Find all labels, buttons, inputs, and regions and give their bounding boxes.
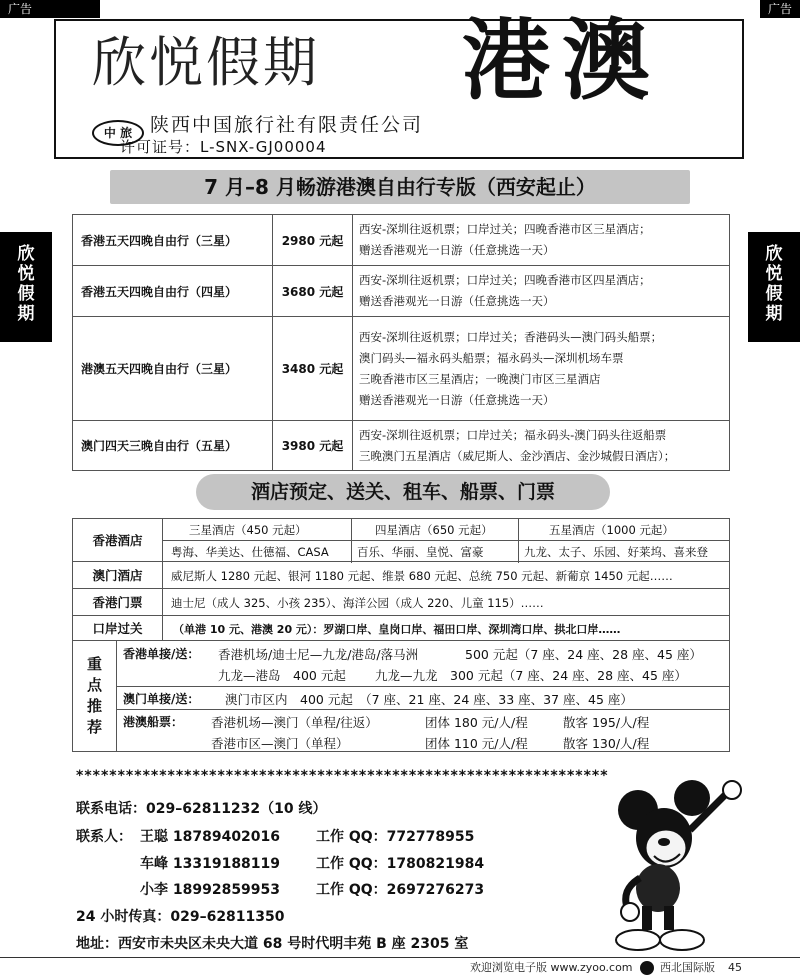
macau-transfer-label: 澳门单接/送： (123, 692, 200, 706)
hk-transfer-label: 香港单接/送： (123, 647, 200, 661)
ferry-group-price: 团体 180 元/人/程 (425, 715, 528, 730)
table-row (73, 215, 730, 266)
table-row (73, 266, 730, 317)
desc-line: 三晚香港市区三星酒店；一晚澳门市区三星酒店 (359, 371, 601, 386)
package-name: 香港五天四晚自由行（三星） (73, 215, 273, 266)
side-char: 期 (17, 304, 35, 324)
recommend-char: 推 (86, 697, 102, 715)
contact-fax: 24 小时传真：029–62811350 (76, 909, 285, 925)
side-char: 悦 (17, 264, 35, 284)
recommend-char: 重 (86, 655, 102, 673)
side-char: 欣 (765, 244, 783, 264)
hotel-4star-head: 四星酒店（650 元起） (375, 523, 493, 537)
hk-transfer-price: 九龙—九龙 300 元起（7 座、24 座、28 座、45 座） (375, 668, 687, 683)
desc-line: 西安-深圳往返机票；口岸过关；香港码头—澳门码头船票； (359, 329, 663, 344)
hotel-3star-names: 粤海、华美达、仕德福、CASA (171, 545, 329, 559)
side-tab-right (748, 232, 800, 342)
package-desc (353, 421, 730, 471)
hotel-5star-head: 五星酒店（1000 元起） (549, 523, 674, 537)
footer-logo-icon (640, 961, 654, 975)
contact-qq: 工作 QQ：1780821984 (316, 856, 485, 872)
ferry-single-price: 散客 130/人/程 (563, 736, 650, 751)
ad-label-left: 广告 (0, 0, 100, 18)
ferry-route: 香港机场—澳门（单程/往返） (211, 715, 378, 730)
package-desc (353, 317, 730, 421)
desc-line: 澳门码头—福永码头船票；福永码头—深圳机场车票 (359, 350, 624, 365)
contact-qq: 工作 QQ：772778955 (316, 829, 475, 845)
big-title: 港澳 (462, 8, 663, 112)
package-price: 2980 元起 (273, 215, 353, 266)
desc-line: 西安-深圳往返机票；口岸过关；四晚香港市区三星酒店； (359, 222, 651, 236)
page-number: 45 (728, 961, 742, 974)
side-tab-left (0, 232, 52, 342)
port-row (72, 615, 730, 641)
hk-hotel-row (72, 518, 730, 562)
contact-person: 车峰 13319188119 (140, 856, 281, 872)
hotel-3star-head: 三星酒店（450 元起） (189, 523, 307, 537)
license-number: 许可证号：L-SNX-GJ00004 (120, 138, 327, 156)
package-price: 3980 元起 (273, 421, 353, 471)
hotel-5star-names: 九龙、太子、乐园、好莱坞、喜来登 (524, 545, 708, 559)
ferry-label: 港澳船票： (123, 715, 184, 729)
package-table (72, 214, 730, 471)
side-char: 欣 (17, 244, 35, 264)
table-row (73, 317, 730, 421)
recommend-char: 点 (86, 676, 102, 694)
ferry-single-price: 散客 195/人/程 (563, 715, 650, 730)
macau-hotel-label: 澳门酒店 (73, 562, 163, 588)
contact-address: 地址：西安市未央区未央大道 68 号时代明丰苑 B 座 2305 室 (76, 936, 469, 952)
macau-transfer-text: 澳门市区内 400 元起 （7 座、21 座、24 座、33 座、37 座、45 座） (225, 692, 633, 707)
hk-ticket-label: 香港门票 (73, 589, 163, 615)
summer-banner: 7 月–8 月畅游港澳自由行专版（西安起止） (110, 170, 690, 204)
package-desc (353, 215, 730, 266)
footer-edition: 西北国际版 (660, 961, 715, 974)
desc-line: 赠送香港观光一日游（任意挑选一天） (359, 392, 555, 407)
hotel-4star-names: 百乐、华丽、皇悦、富豪 (357, 545, 484, 559)
recommend-block (72, 640, 730, 752)
ferry-route: 香港市区—澳门（单程） (211, 736, 349, 751)
table-row (73, 421, 730, 471)
recommend-label (73, 641, 117, 751)
port-label: 口岸过关 (73, 616, 163, 640)
hk-transfer-price: 500 元起（7 座、24 座、28 座、45 座） (465, 647, 702, 662)
package-name: 澳门四天三晚自由行（五星） (73, 421, 273, 471)
desc-line: 西安-深圳往返机票；口岸过关；四晚香港市区四星酒店； (359, 273, 651, 287)
contact-qq: 工作 QQ：2697276273 (316, 882, 485, 898)
macau-hotel-text: 威尼斯人 1280 元起、银河 1180 元起、维景 680 元起、总统 750 元起、新葡京 1450 元起…… (171, 569, 673, 583)
hk-ticket-row (72, 588, 730, 616)
package-name: 香港五天四晚自由行（四星） (73, 266, 273, 317)
mickey-mouse-icon (580, 780, 745, 955)
side-char: 悦 (765, 264, 783, 284)
services-banner: 酒店预定、送关、租车、船票、门票 (196, 474, 610, 510)
package-price: 3680 元起 (273, 266, 353, 317)
hk-hotel-label: 香港酒店 (73, 519, 163, 561)
package-price: 3480 元起 (273, 317, 353, 421)
side-char: 假 (17, 284, 35, 304)
desc-line: 三晚澳门五星酒店（威尼斯人、金沙酒店、金沙城假日酒店）； (359, 448, 676, 463)
recommend-char: 荐 (86, 718, 102, 736)
desc-line: 赠送香港观光一日游（任意挑选一天） (359, 294, 555, 308)
contact-person: 小李 18992859953 (140, 882, 281, 898)
port-text: （单港 10 元、港澳 20 元）：罗湖口岸、皇岗口岸、福田口岸、深圳湾口岸、拱北口岸…… (173, 623, 621, 636)
ad-label-right: 广告 (760, 0, 800, 18)
page-footer (0, 957, 800, 979)
contact-phone: 联系电话：029–62811232（10 线） (76, 801, 327, 817)
package-name: 港澳五天四晚自由行（三星） (73, 317, 273, 421)
contact-person: 王聪 18789402016 (140, 829, 281, 845)
macau-hotel-row (72, 561, 730, 589)
side-char: 假 (765, 284, 783, 304)
brand-title: 欣悦假期 (92, 31, 320, 94)
package-desc (353, 266, 730, 317)
contact-people-label: 联系人： (76, 829, 132, 845)
desc-line: 西安-深圳往返机票；口岸过关；福永码头-澳门码头往返船票 (359, 427, 667, 442)
side-char: 期 (765, 304, 783, 324)
company-name: 陕西中国旅行社有限责任公司 (150, 114, 424, 136)
footer-site: 欢迎浏览电子版 www.zyoo.com (470, 961, 633, 974)
hk-ticket-text: 迪士尼（成人 325、小孩 235）、海洋公园（成人 220、儿童 115）…… (171, 596, 544, 610)
hk-transfer-route: 香港机场/迪士尼—九龙/港岛/落马洲 (218, 647, 419, 662)
company-logo-icon: 中 旅 (92, 120, 144, 146)
star-divider: **************************************************************** (76, 768, 609, 784)
ferry-group-price: 团体 110 元/人/程 (425, 736, 528, 751)
desc-line: 赠送香港观光一日游（任意挑选一天） (359, 243, 555, 257)
hk-transfer-route: 九龙—港岛 400 元起 (218, 668, 346, 683)
